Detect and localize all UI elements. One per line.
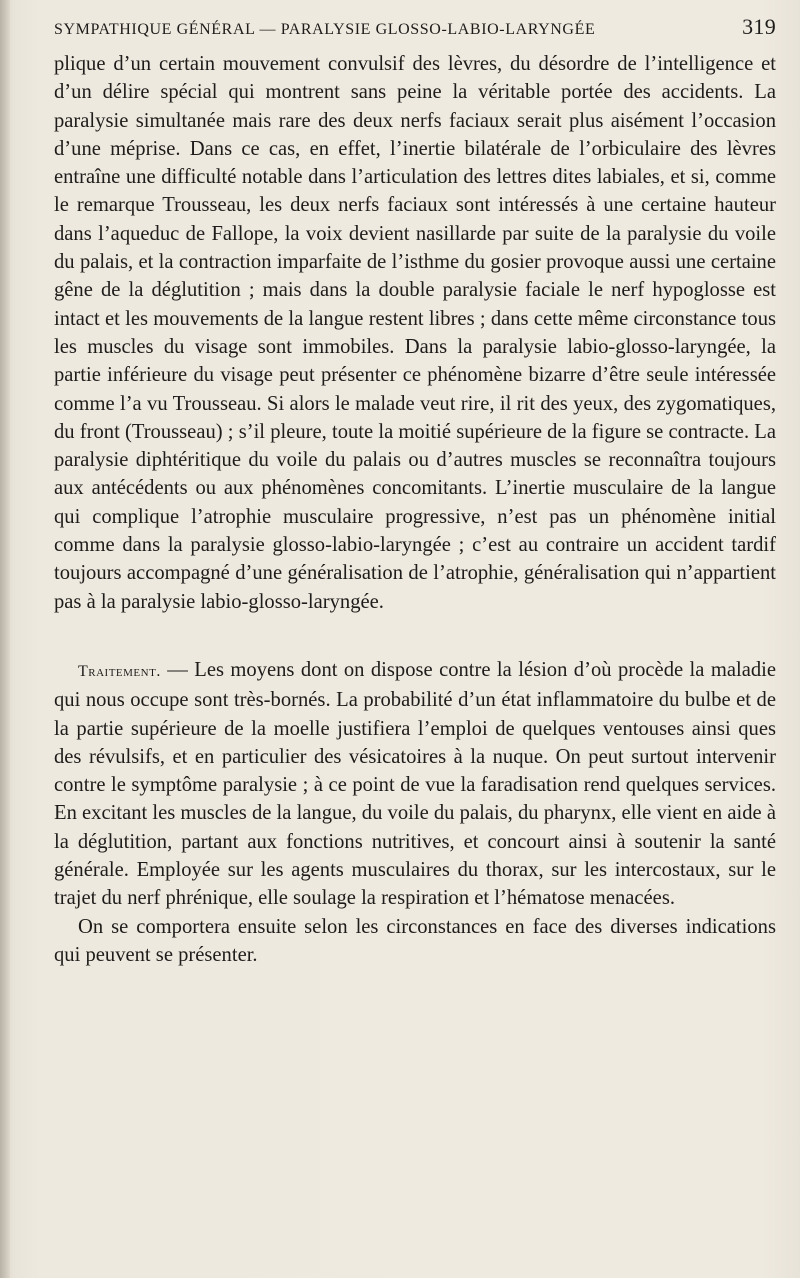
paragraph-treatment bbox=[54, 656, 776, 913]
running-title: SYMPATHIQUE GÉNÉRAL — PARALYSIE GLOSSO-LABIO-LARYNGÉE bbox=[54, 21, 596, 38]
paragraph-treatment-text: — Les moyens dont on dispose contre la lésion d’où procède la maladie qui nous occupe sont très-bornés. La probabilité d’un état inflammatoire du bulbe et de la partie supérieure de la moelle justifiera l’emploi de quelques ventouses ainsi ques des révulsifs, et en particulier des vésicatoires à la nuque. On peut surtout intervenir contre le symptôme paralysie ; à ce point de vue la faradisation rend quelques services. En excitant les muscles de la langue, du voile du palais, du pharynx, elle vient en aide à la déglutition, partant aux fonctions nutritives, et concourt ainsi à soutenir la santé générale. Employée sur les agents musculaires du thorax, sur les intercostaux, sur le trajet du nerf phrénique, elle soulage la respiration et l’hématose menacées. bbox=[54, 658, 776, 910]
paragraph-conclusion: On se comportera ensuite selon les circonstances en face des diverses indications qui peuvent se présenter. bbox=[54, 915, 776, 966]
paragraph-diagnosis: plique d’un certain mouvement convulsif des lèvres, du désordre de l’intelligence et d’un délire spécial qui montrent sans peine la véritable portée des accidents. La paralysie simultanée mais rare des deux nerfs faciaux serait plus aisément l’occasion d’une méprise. Dans ce cas, en effet, l’inertie bilatérale de l’orbiculaire des lèvres entraîne une difficulté notable dans l’articulation des lettres dites labiales, et si, comme le remarque Trousseau, les deux nerfs faciaux sont intéressés à une certaine hauteur dans l’aqueduc de Fallope, la voix devient nasillarde par suite de la paralysie du voile du palais, et la contraction imparfaite de l’isthme du gosier provoque aussi une certaine gêne de la déglutition ; mais dans la double paralysie faciale le nerf hypoglosse est intact et les mouvements de la langue restent libres ; dans cette même circonstance tous les muscles du visage sont immobiles. Dans la paralysie labio-glosso-laryngée, la partie inférieure du visage peut présenter ce phénomène bizarre d’être seule intéressée comme l’a vu Trousseau. Si alors le malade veut rire, il rit des yeux, des zygomatiques, du front (Trousseau) ; s’il pleure, toute la moitié supérieure de la figure se contracte. La paralysie diphtéritique du voile du palais ou d’autres muscles se reconnaîtra toujours aux antécédents ou aux phénomènes concomitants. L’inertie musculaire de la langue qui complique l’atrophie musculaire progressive, n’est pas un phénomène initial comme dans la paralysie glosso-labio-laryngée ; c’est au contraire un accident tardif toujours accompagné d’une généralisation de l’atrophie, généralisation qui n’appartient pas à la paralysie labio-glosso-laryngée. bbox=[54, 53, 776, 613]
section-heading-treatment: Traitement. bbox=[78, 662, 161, 680]
body-text bbox=[54, 50, 776, 969]
page-number: 319 bbox=[742, 14, 776, 39]
running-header bbox=[54, 14, 776, 42]
binding-shadow bbox=[0, 0, 10, 1278]
